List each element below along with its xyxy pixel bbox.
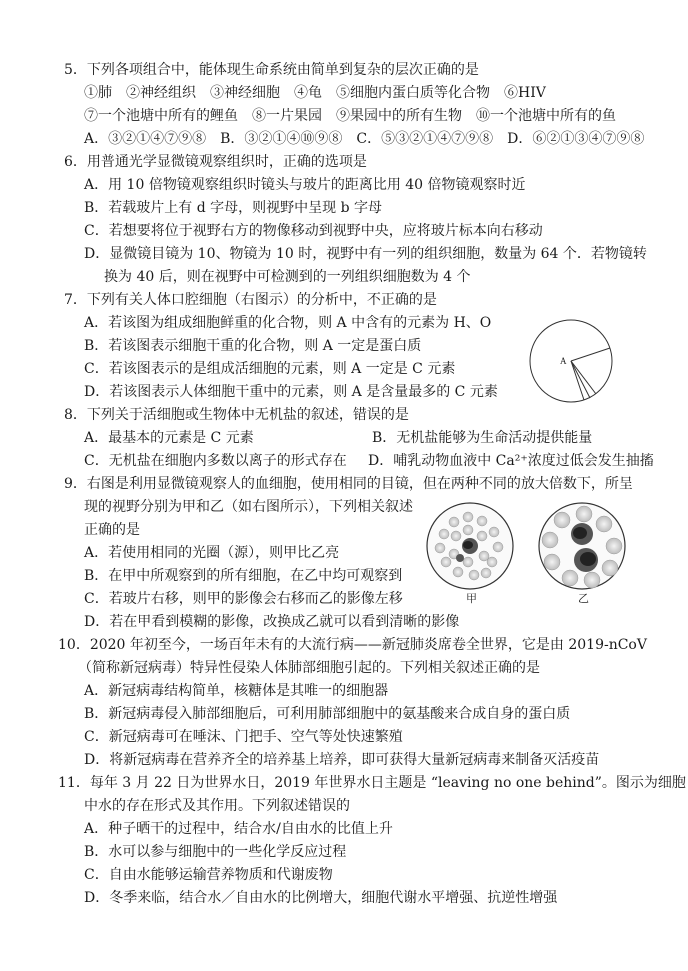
- q11-option-a: A．种子晒干的过程中，结合水/自由水的比值上升: [84, 821, 393, 837]
- q5-items-line1: ①肺 ②神经组织 ③神经细胞 ④龟 ⑤细胞内蛋白质等化合物 ⑥HIV: [84, 85, 546, 101]
- q9-stem-line1: 9．右图是利用显微镜观察人的血细胞，使用相同的目镜，但在两种不同的放大倍数下，所呈: [64, 476, 633, 492]
- q11-option-c: C．自由水能够运输营养物质和代谢废物: [84, 867, 333, 883]
- field-of-view-jia: [427, 503, 513, 589]
- q6-stem: 6．用普通光学显微镜观察组织时，正确的选项是: [64, 154, 367, 170]
- q11-stem-line2: 中水的存在形式及其作用。下列叙述错误的: [84, 798, 350, 814]
- q9-stem-line2: 现的视野分别为甲和乙（如右图所示），下列相关叙述: [84, 499, 413, 515]
- q10-option-a: A．新冠病毒结构简单，核糖体是其唯一的细胞器: [84, 683, 389, 699]
- q7-option-c: C．若该图表示的是组成活细胞的元素，则 A 一定是 C 元素: [84, 361, 456, 377]
- q10-option-d: D．将新冠病毒在营养齐全的培养基上培养，即可获得大量新冠病毒来制备灭活疫苗: [84, 752, 600, 768]
- q7-option-d: D．若该图表示人体细胞干重中的元素，则 A 是含量最多的 C 元素: [84, 384, 498, 400]
- q7-pie-figure: [526, 318, 616, 404]
- q9-option-a: A．若使用相同的光圈（源），则甲比乙亮: [84, 545, 340, 561]
- q10-stem-line1: 10．2020 年初至今，一场百年未有的大流行病——新冠肺炎席卷全世界，它是由 2019-nCoV: [58, 637, 647, 653]
- pie-label-a: A: [560, 356, 567, 366]
- q6-option-d: D．显微镜目镜为 10、物镜为 10 时，视野中有一列的组织细胞，数量为 64 个．若物镜转: [84, 246, 647, 262]
- q10-option-c: C．新冠病毒可在唾沫、门把手、空气等处快速繁殖: [84, 729, 403, 745]
- q7-option-a: A．若该图为组成细胞鲜重的化合物，则 A 中含有的元素为 H、O: [84, 315, 492, 331]
- q9-option-c: C．若玻片右移，则甲的影像会右移而乙的影像左移: [84, 591, 403, 607]
- q5-items-line2: ⑦一个池塘中所有的鲤鱼 ⑧一片果园 ⑨果园中的所有生物 ⑩一个池塘中所有的鱼: [84, 108, 616, 124]
- q10-stem-line2: （简称新冠病毒）特异性侵染人体肺部细胞引起的。下列相关叙述正确的是: [78, 660, 540, 676]
- q11-option-d: D．冬季来临，结合水／自由水的比例增大，细胞代谢水平增强、抗逆性增强: [84, 890, 558, 906]
- fig-caption-yi: 乙: [578, 592, 589, 604]
- q9-stem-line3: 正确的是: [84, 522, 140, 538]
- q7-stem: 7．下列有关人体口腔细胞（右图示）的分析中，不正确的是: [64, 292, 437, 308]
- q6-option-b: B．若载玻片上有 d 字母，则视野中呈现 b 字母: [84, 200, 383, 216]
- q7-option-b: B．若该图表示细胞干重的化合物，则 A 一定是蛋白质: [84, 338, 422, 354]
- q8-option-b: B．无机盐能够为生命活动提供能量: [372, 430, 593, 446]
- q6-option-d-cont: 换为 40 后，则在视野中可检测到的一列组织细胞数为 4 个: [104, 269, 471, 285]
- q11-option-b: B．水可以参与细胞中的一些化学反应过程: [84, 844, 347, 860]
- q6-option-c: C．若想要将位于视野右方的物像移动到视野中央，应将玻片标本向右移动: [84, 223, 543, 239]
- q5-stem: 5．下列各项组合中，能体现生命系统由简单到复杂的层次正确的是: [64, 62, 479, 78]
- field-of-view-yi: [539, 503, 625, 589]
- q8-option-d: D．哺乳动物血液中 Ca²⁺浓度过低会发生抽搐: [368, 453, 654, 469]
- q10-option-b: B．新冠病毒侵入肺部细胞后，可利用肺部细胞中的氨基酸来合成自身的蛋白质: [84, 706, 571, 722]
- q9-microscope-figure: [424, 500, 636, 604]
- q8-option-c: C．无机盐在细胞内多数以离子的形式存在: [84, 453, 347, 469]
- fig-caption-jia: 甲: [466, 592, 477, 604]
- q8-stem: 8．下列关于活细胞或生物体中无机盐的叙述，错误的是: [64, 407, 409, 423]
- q5-options: A．③②①④⑦⑨⑧ B．③②①④⑩⑨⑧ C．⑤③②①④⑦⑨⑧ D．⑥②①③④⑦⑨⑧: [84, 131, 645, 147]
- q6-option-a: A．用 10 倍物镜观察组织时镜头与玻片的距离比用 40 倍物镜观察时近: [84, 177, 526, 193]
- q9-option-d: D．若在甲看到模糊的影像，改换成乙就可以看到清晰的影像: [84, 614, 460, 630]
- q11-stem-line1: 11．每年 3 月 22 日为世界水日，2019 年世界水日主题是 “leaving no one behind”。图示为细胞: [58, 775, 686, 791]
- q8-option-a: A．最基本的元素是 C 元素: [84, 430, 254, 446]
- q9-option-b: B．在甲中所观察到的所有细胞，在乙中均可观察到: [84, 568, 403, 584]
